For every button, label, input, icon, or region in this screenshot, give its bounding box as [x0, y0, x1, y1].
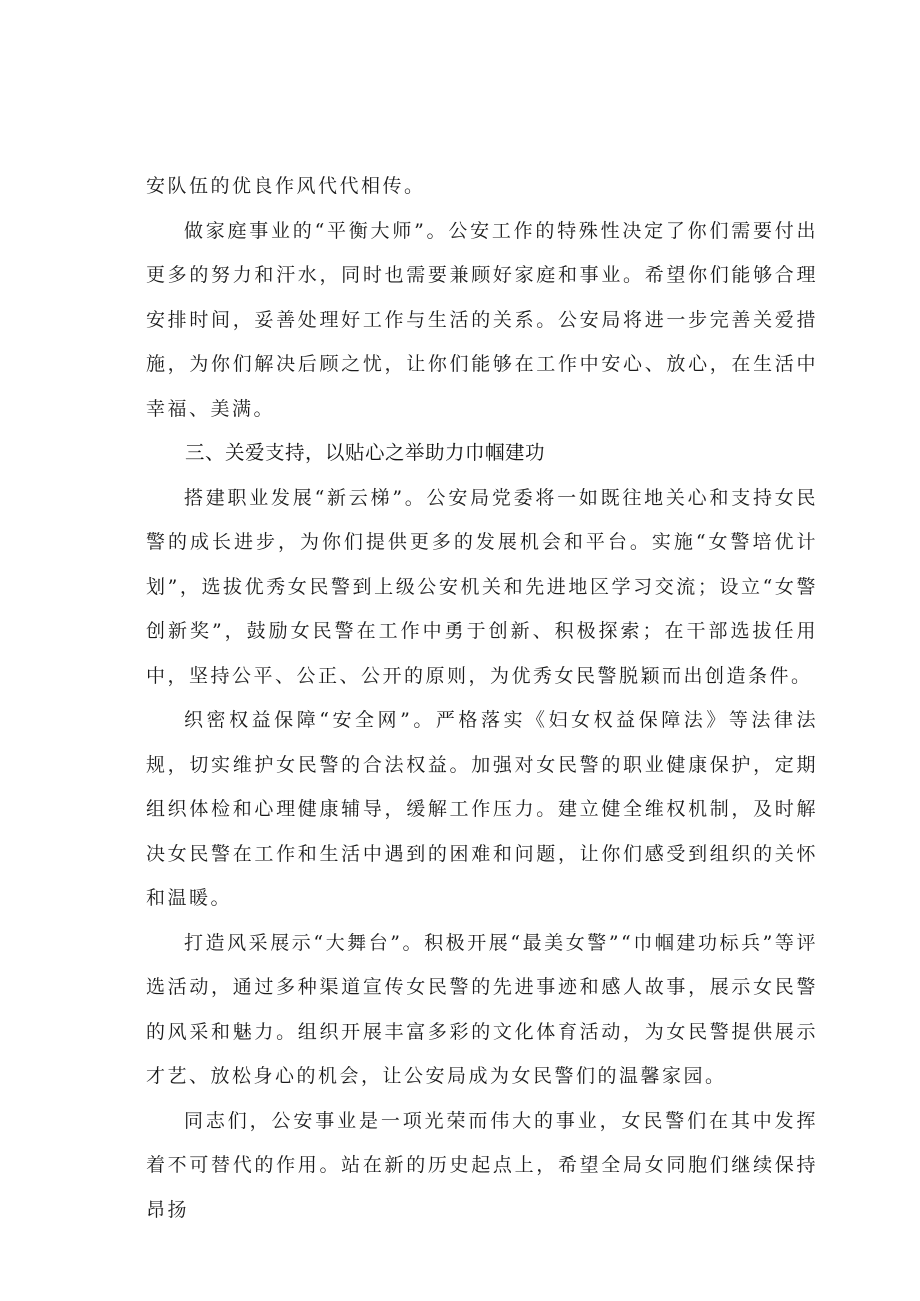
- paragraph-rights-protection: 织密权益保障“安全网”。严格落实《妇女权益保障法》等法律法规，切实维护女民警的合法权益。加强对女民警的职业健康保护，定期组织体检和心理健康辅导，缓解工作压力。建立健全维权机制，及时解决女民警在工作和生活中遇到的困难和问题，让你们感受到组织的关怀和温暖。: [146, 709, 818, 909]
- document-body: [146, 164, 818, 1232]
- section-heading-3: 三、关爱支持，以贴心之举助力巾帼建功: [185, 441, 546, 464]
- paragraph-work-life-balance: 做家庭事业的“平衡大师”。公安工作的特殊性决定了你们需要付出更多的努力和汗水，同时也需要兼顾好家庭和事业。希望你们能够合理安排时间，妥善处理好工作与生活的关系。公安局将进一步完善关爱措施，为你们解决后顾之忧，让你们能够在工作中安心、放心，在生活中幸福、美满。: [146, 219, 818, 420]
- paragraph-closing: 同志们，公安事业是一项光荣而伟大的事业，女民警们在其中发挥着不可替代的作用。站在新的历史起点上，希望全局女同胞们继续保持昂扬: [146, 1109, 818, 1221]
- paragraph-career-development: 搭建职业发展“新云梯”。公安局党委将一如既往地关心和支持女民警的成长进步，为你们提供更多的发展机会和平台。实施“女警培优计划”，选拔优秀女民警到上级公安机关和先进地区学习交流；设立“女警创新奖”，鼓励女民警在工作中勇于创新、积极探索；在干部选拔任用中，坚持公平、公正、公开的原则，为优秀女民警脱颖而出创造条件。: [146, 486, 818, 687]
- paragraph-continuation: 安队伍的优良作风代代相传。: [146, 175, 426, 197]
- paragraph-showcase-stage: 打造风采展示“大舞台”。积极开展“最美女警”“巾帼建功标兵”等评选活动，通过多种渠道宣传女民警的先进事迹和感人故事，展示女民警的风采和魅力。组织开展丰富多彩的文化体育活动，为女民警提供展示才艺、放松身心的机会，让公安局成为女民警们的温馨家园。: [146, 931, 818, 1087]
